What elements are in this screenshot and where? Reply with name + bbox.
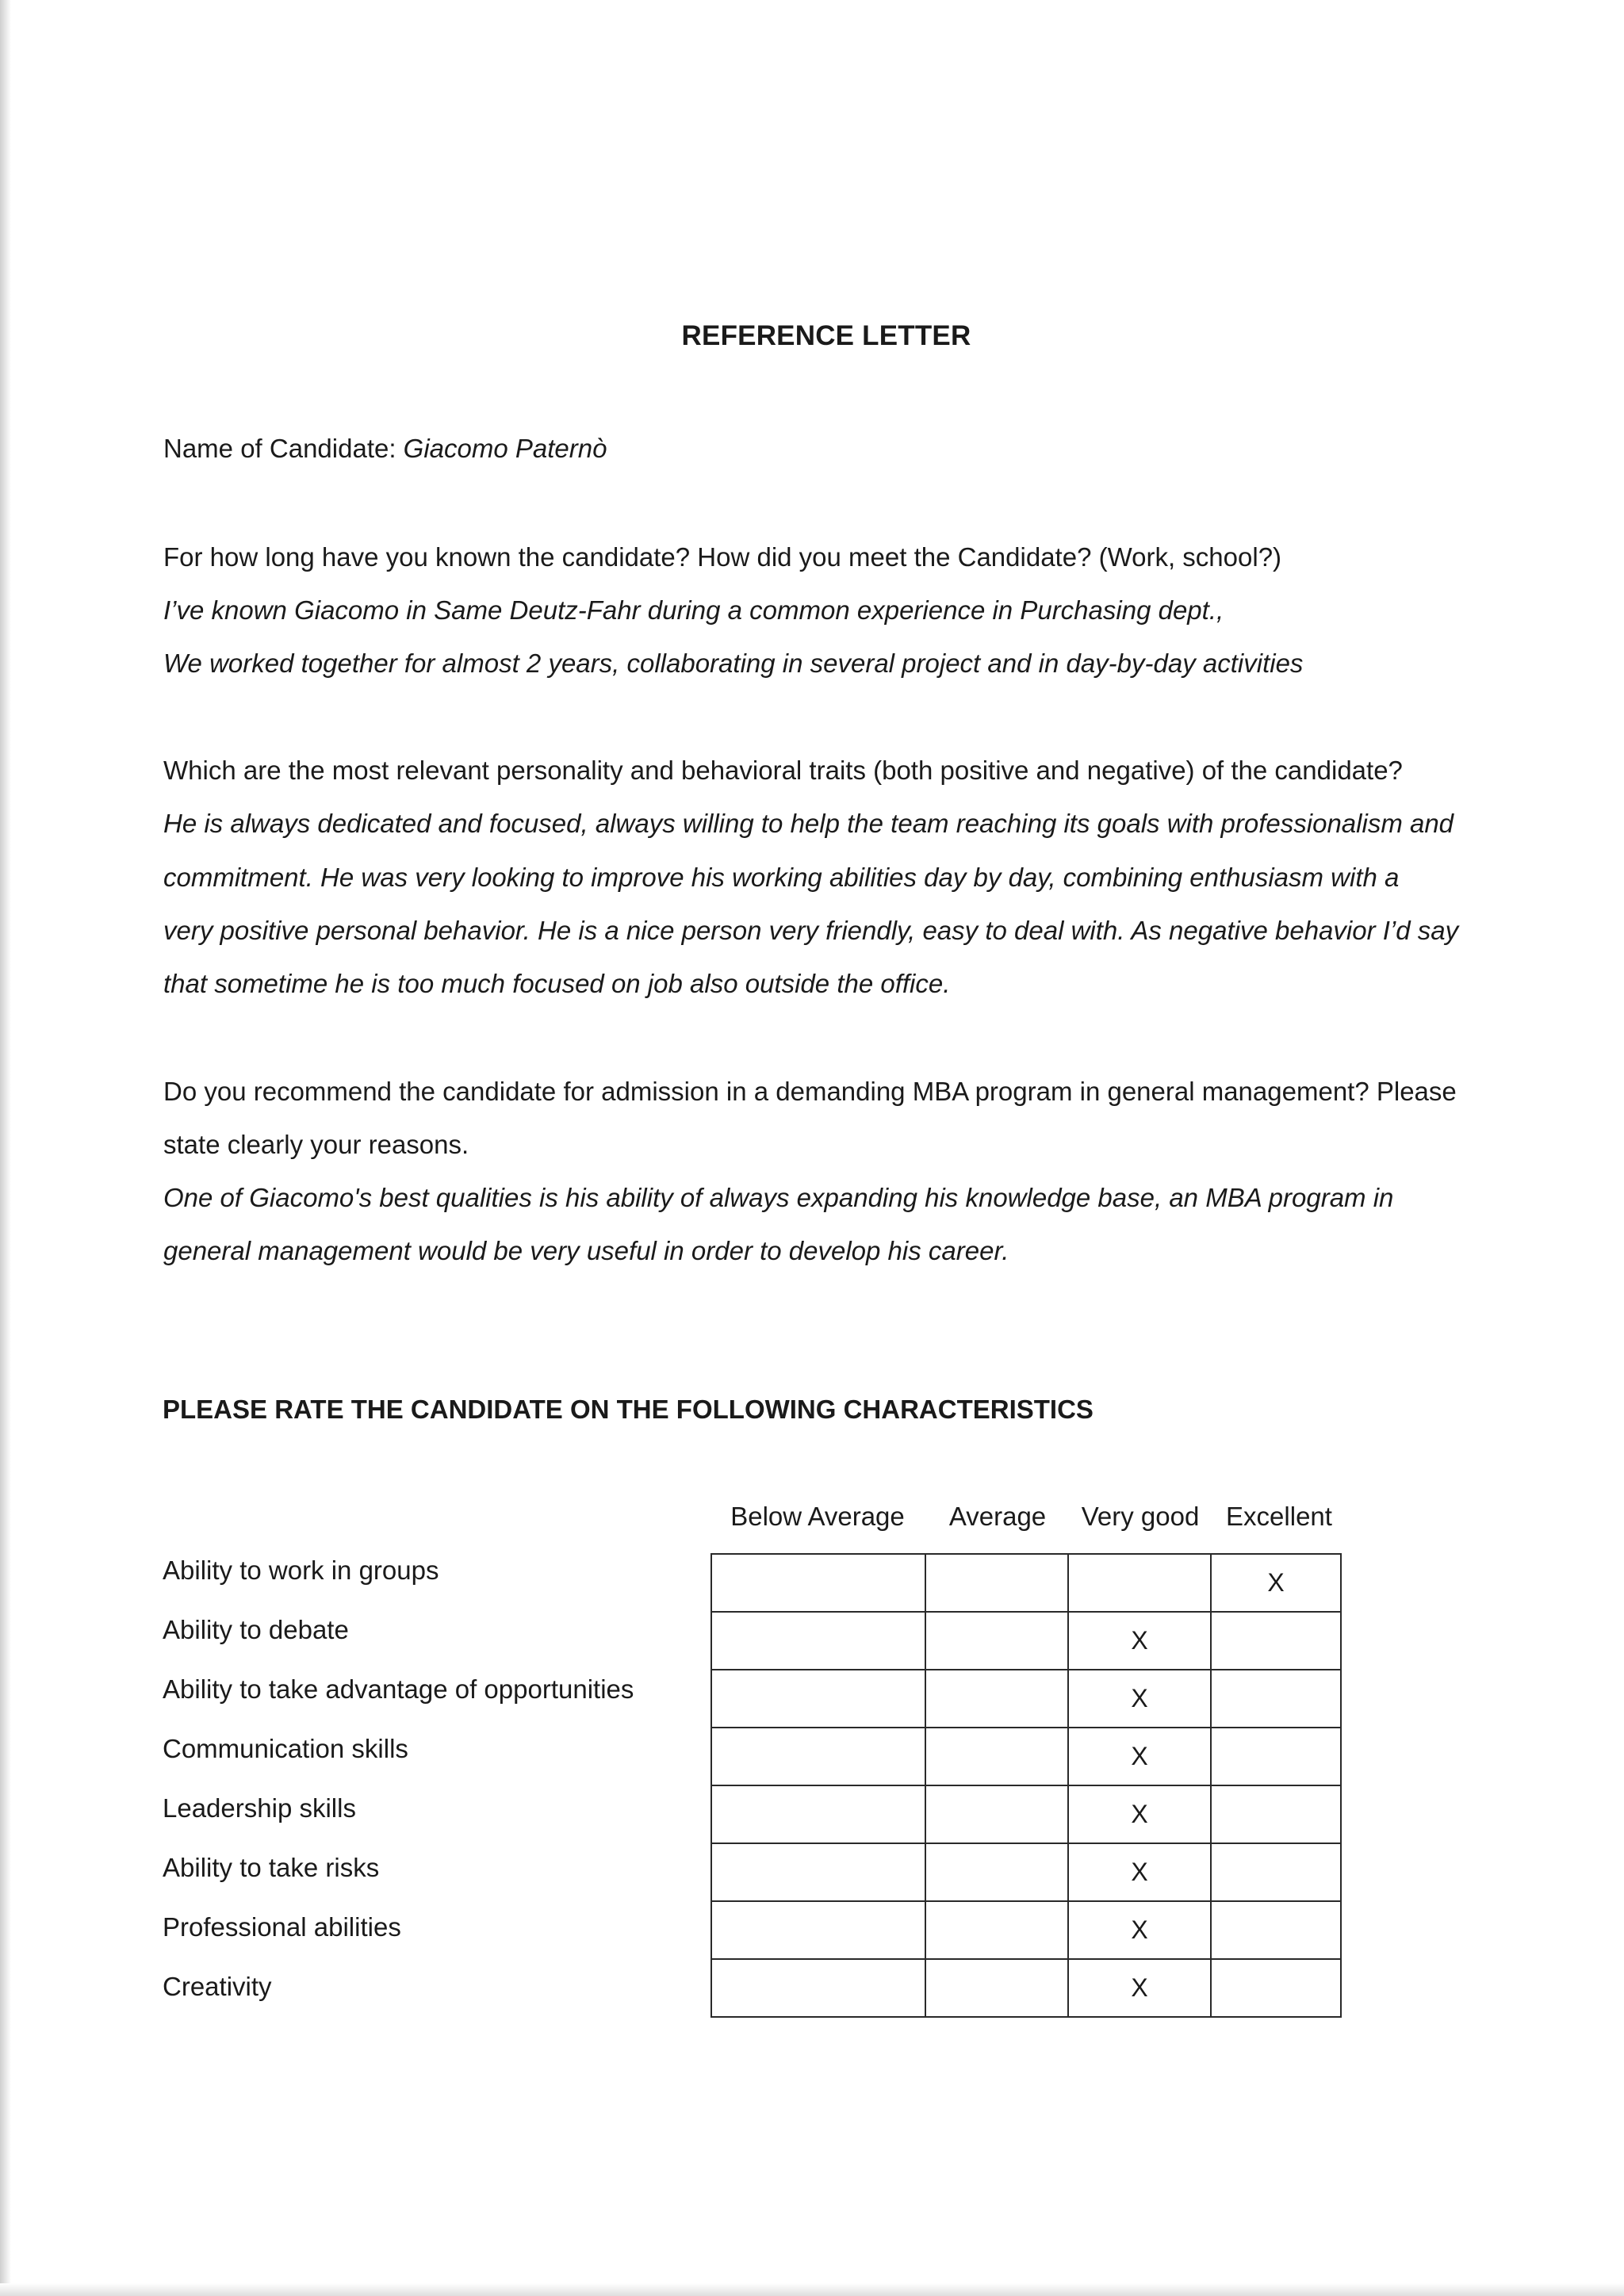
rating-cell[interactable]: X	[1068, 1670, 1211, 1728]
rating-cell[interactable]	[925, 1670, 1068, 1728]
table-row	[711, 1901, 1341, 1959]
rating-heading: PLEASE RATE THE CANDIDATE ON THE FOLLOWING CHARACTERISTICS	[163, 1395, 1094, 1424]
rating-cell[interactable]	[925, 1728, 1068, 1785]
candidate-name: Giacomo Paternò	[403, 434, 607, 463]
candidate-label: Name of Candidate:	[163, 434, 404, 463]
table-row	[711, 1728, 1341, 1785]
rating-cell[interactable]: X	[1211, 1554, 1341, 1612]
rating-cell[interactable]	[711, 1670, 925, 1728]
criterion-label: Ability to take risks	[163, 1853, 380, 1882]
rating-cell[interactable]	[711, 1959, 925, 2017]
rating-cell[interactable]: X	[1068, 1843, 1211, 1901]
rating-cell[interactable]	[925, 1843, 1068, 1901]
rating-cell[interactable]: X	[1068, 1612, 1211, 1670]
criterion-label: Leadership skills	[163, 1793, 356, 1823]
criterion-label: Creativity	[163, 1972, 272, 2001]
rating-cell[interactable]	[1211, 1670, 1341, 1728]
rating-table	[710, 1553, 1342, 2018]
rating-cell[interactable]	[925, 1959, 1068, 2017]
rating-cell[interactable]: X	[1068, 1901, 1211, 1959]
table-row	[711, 1959, 1341, 2017]
table-row	[711, 1785, 1341, 1843]
rating-cell[interactable]	[1068, 1554, 1211, 1612]
rating-cell[interactable]	[1211, 1959, 1341, 2017]
answer-2-line-3: very positive personal behavior. He is a nice person very friendly, easy to deal with. As negative behavior I’d say	[163, 916, 1459, 945]
question-3-line-1: Do you recommend the candidate for admission in a demanding MBA program in general management? Please	[163, 1077, 1457, 1106]
rating-cell[interactable]: X	[1068, 1785, 1211, 1843]
rating-cell[interactable]	[1211, 1843, 1341, 1901]
rating-cell[interactable]: X	[1068, 1728, 1211, 1785]
answer-2-line-1: He is always dedicated and focused, always willing to help the team reaching its goals with professionalism and	[163, 809, 1454, 838]
answer-3-line-2: general management would be very useful in order to develop his career.	[163, 1236, 1009, 1265]
criterion-label: Ability to take advantage of opportunities	[163, 1674, 634, 1704]
column-header-excellent: Excellent	[1226, 1502, 1332, 1531]
question-1: For how long have you known the candidate? How did you meet the Candidate? (Work, school?)	[163, 542, 1282, 572]
answer-3-line-1: One of Giacomo's best qualities is his ability of always expanding his knowledge base, an MBA program in	[163, 1183, 1394, 1212]
rating-cell[interactable]	[925, 1901, 1068, 1959]
rating-cell[interactable]	[1211, 1901, 1341, 1959]
rating-cell[interactable]	[711, 1728, 925, 1785]
criterion-label: Communication skills	[163, 1734, 408, 1763]
column-header-very-good: Very good	[1081, 1502, 1200, 1531]
column-header-below-average: Below Average	[730, 1502, 905, 1531]
column-header-average: Average	[948, 1502, 1047, 1531]
criterion-label: Ability to work in groups	[163, 1556, 439, 1585]
rating-cell[interactable]	[711, 1901, 925, 1959]
rating-cell[interactable]	[711, 1843, 925, 1901]
answer-2-line-2: commitment. He was very looking to improve his working abilities day by day, combining enthusiasm with a	[163, 863, 1400, 892]
table-row	[711, 1843, 1341, 1901]
rating-cell[interactable]	[711, 1612, 925, 1670]
rating-cell[interactable]	[1211, 1785, 1341, 1843]
answer-2-line-4: that sometime he is too much focused on job also outside the office.	[163, 969, 951, 998]
answer-1-line-1: I’ve known Giacomo in Same Deutz-Fahr during a common experience in Purchasing dept.,	[163, 595, 1224, 625]
table-row	[711, 1670, 1341, 1728]
scan-edge-bottom	[0, 2283, 1624, 2296]
answer-1-line-2: We worked together for almost 2 years, collaborating in several project and in day-by-day activities	[163, 649, 1304, 678]
rating-cell[interactable]	[711, 1785, 925, 1843]
rating-cell[interactable]	[711, 1554, 925, 1612]
question-2: Which are the most relevant personality and behavioral traits (both positive and negative) of the candidate?	[163, 756, 1403, 785]
criterion-label: Ability to debate	[163, 1615, 349, 1644]
criterion-label: Professional abilities	[163, 1912, 401, 1942]
table-row	[711, 1612, 1341, 1670]
rating-cell[interactable]: X	[1068, 1959, 1211, 2017]
rating-cell[interactable]	[1211, 1612, 1341, 1670]
question-3-line-2: state clearly your reasons.	[163, 1130, 469, 1159]
rating-cell[interactable]	[925, 1785, 1068, 1843]
candidate-line	[163, 433, 607, 465]
table-row	[711, 1554, 1341, 1612]
rating-cell[interactable]	[925, 1554, 1068, 1612]
rating-cell[interactable]	[1211, 1728, 1341, 1785]
document-title: REFERENCE LETTER	[681, 320, 971, 351]
rating-cell[interactable]	[925, 1612, 1068, 1670]
